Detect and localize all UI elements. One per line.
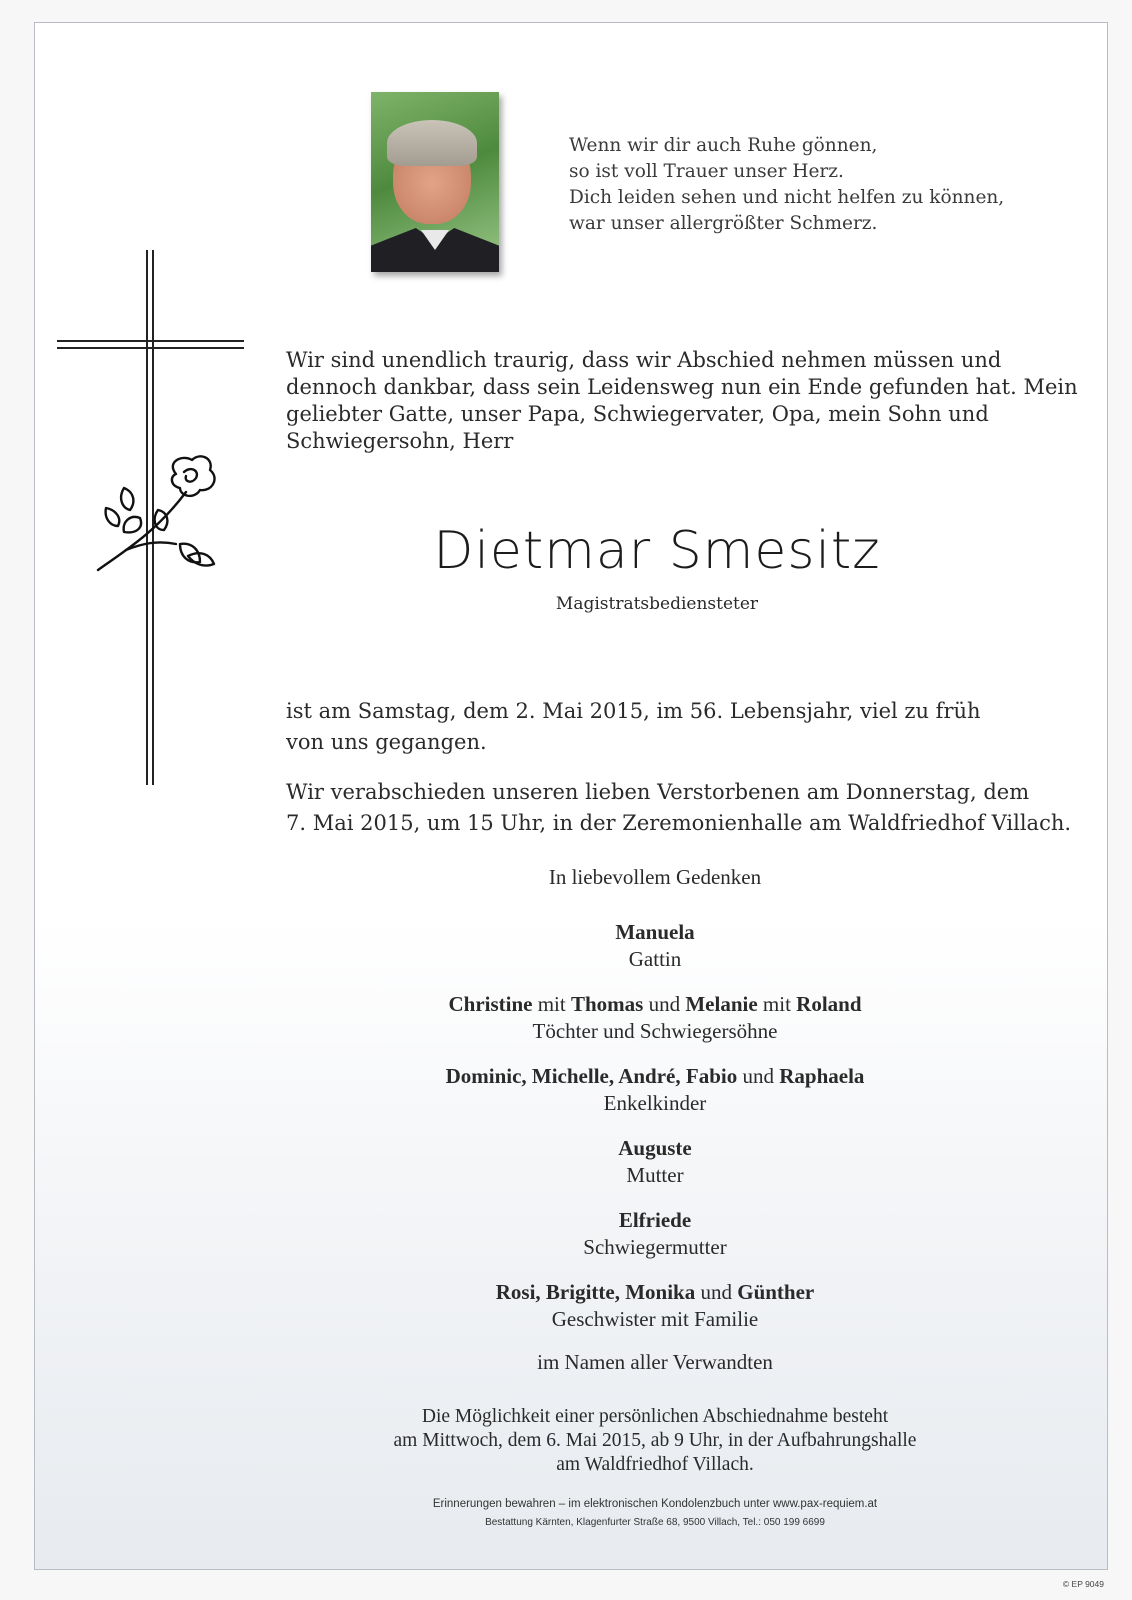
intro-paragraph [286,347,1078,455]
death-notice [286,696,981,758]
poem-line: Wenn wir dir auch Ruhe gönnen, [569,135,878,156]
memorial-text: In liebevollem Gedenken [548,865,762,889]
viewing-line: am Mittwoch, dem 6. Mai 2015, ab 9 Uhr, in der Aufbahrungshalle [393,1430,917,1451]
intro-line: dennoch dankbar, dass sein Leidensweg nun ein Ende gefunden hat. Mein [286,375,1078,399]
deceased-occupation: Magistratsbediensteter [555,594,759,614]
mourner-relation: Schwiegermutter [583,1235,727,1259]
portrait-photo [371,92,499,272]
mourner-name: Elfriede [618,1208,692,1232]
poem-line: so ist voll Trauer unser Herz. [569,161,844,182]
mourner-names [248,1210,1062,1231]
mourner-name: Rosi, Brigitte, Monika [495,1280,696,1304]
funeral-line: 7. Mai 2015, um 15 Uhr, in der Zeremonienhalle am Waldfriedhof Villach. [286,811,1072,835]
memorial-line [248,867,1062,888]
poem [569,133,1004,237]
mourner-connector: und [737,1064,780,1088]
document-code: © EP 9049 [1062,1579,1104,1589]
mourner-name: Thomas [570,992,644,1016]
funeral-notice [286,777,1071,839]
mourner-group [248,1282,1062,1330]
mourner-name: Christine [448,992,533,1016]
mourner-group [248,1066,1062,1114]
mourner-name: Manuela [615,920,695,944]
mourner-names [248,1282,1062,1303]
relatives-text: im Namen aller Verwandten [537,1350,773,1374]
deceased-name: Dietmar Smesitz [433,521,881,581]
mourner-names [248,994,1062,1015]
viewing-line: Die Möglichkeit einer persönlichen Abschiednahme besteht [421,1406,889,1427]
mourner-connector: mit [532,992,571,1016]
footer-condolence: Erinnerungen bewahren – im elektronischen Kondolenzbuch unter www.pax-requiem.at [432,1498,878,1510]
viewing-line: am Waldfriedhof Villach. [556,1454,754,1475]
death-notice-line: ist am Samstag, dem 2. Mai 2015, im 56. Lebensjahr, viel zu früh [286,699,981,723]
mourner-connector: und [643,992,686,1016]
footer-address: Bestattung Kärnten, Klagenfurter Straße 68, 9500 Villach, Tel.: 050 199 6699 [485,1517,825,1528]
mourner-relation: Töchter und Schwiegersöhne [532,1019,778,1043]
mourner-names [248,1138,1062,1159]
mourner-names [248,1066,1062,1087]
mourner-relation: Enkelkinder [603,1091,707,1115]
viewing-notice [248,1405,1062,1477]
mourner-connector: und [695,1280,738,1304]
mourner-relation: Geschwister mit Familie [551,1307,759,1331]
mourner-name: Günther [737,1280,815,1304]
intro-line: Wir sind unendlich traurig, dass wir Abschied nehmen müssen und [286,348,1002,372]
mourner-name: Auguste [618,1136,692,1160]
relatives-line [248,1352,1062,1373]
mourner-name: Melanie [685,992,758,1016]
photo-hair [387,120,477,166]
mourner-name: Dominic, Michelle, André, Fabio [445,1064,738,1088]
mourner-relation: Gattin [628,947,682,971]
mourner-group [248,922,1062,970]
mourner-names [248,922,1062,943]
mourner-group [248,994,1062,1042]
mourner-name: Raphaela [779,1064,865,1088]
poem-line: war unser allergrößter Schmerz. [569,213,878,234]
poem-line: Dich leiden sehen und nicht helfen zu können, [569,187,1005,208]
intro-line: geliebter Gatte, unser Papa, Schwiegervater, Opa, mein Sohn und [286,402,989,426]
death-notice-line: von uns gegangen. [286,730,487,754]
mourner-group [248,1138,1062,1186]
intro-line: Schwiegersohn, Herr [286,429,514,453]
mourner-name: Roland [796,992,862,1016]
funeral-line: Wir verabschieden unseren lieben Verstorbenen am Donnerstag, dem [286,780,1030,804]
mourner-relation: Mutter [626,1163,684,1187]
mourner-group [248,1210,1062,1258]
mourner-connector: mit [757,992,797,1016]
